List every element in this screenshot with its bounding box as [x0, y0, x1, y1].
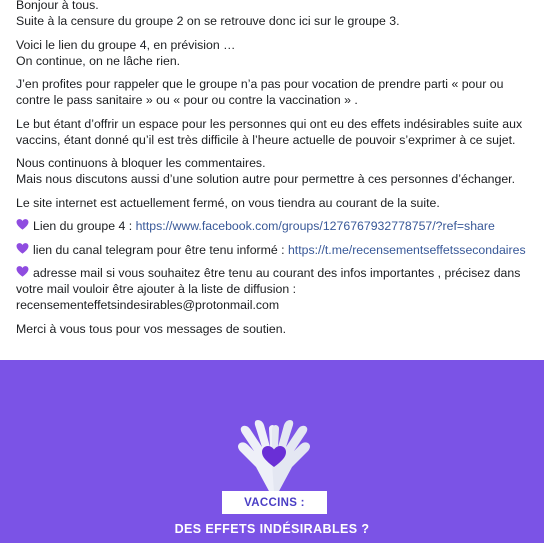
link-intro-line: Voici le lien du groupe 4, en prévision … [16, 37, 236, 52]
paragraph-telegram [16, 242, 538, 258]
hands-heart-logo-icon [218, 415, 330, 499]
paragraph-mail [16, 265, 538, 313]
image-subtitle: DES EFFETS INDÉSIRABLES ? [174, 522, 370, 536]
paragraph-vocation: J’en profites pour rappeler que le groupe n’a pas pour vocation de prendre parti « pour ou contre le pass sanitaire » ou « pour ou contre la vaccination » . [16, 77, 504, 107]
purple-heart-icon [16, 218, 30, 231]
paragraph-comments [16, 155, 538, 187]
paragraph-link-intro [16, 37, 538, 69]
paragraph-greeting [16, 0, 538, 29]
purple-heart-icon [16, 242, 30, 255]
mail-text: adresse mail si vous souhaitez être tenu au courant des infos importantes , précisez dans votre mail vouloir être ajouter à la liste de diffusion : [16, 266, 521, 296]
comments-line: Nous continuons à bloquer les commentaires. [16, 156, 266, 170]
image-title-box [222, 491, 327, 514]
paragraph-group-link [16, 218, 538, 234]
telegram-label: lien du canal telegram pour être tenu informé : [33, 242, 288, 257]
post-text [16, 0, 538, 344]
image-title: VACCINS : [244, 496, 305, 509]
facebook-group-link[interactable]: https://www.facebook.com/groups/1276767932778757/?ref=share [135, 219, 495, 233]
continue-line: On continue, on ne lâche rien. [16, 53, 181, 68]
greeting-line: Bonjour à tous. [16, 0, 99, 12]
group-link-label: Lien du groupe 4 : [33, 219, 136, 233]
paragraph-website: Le site internet est actuellement fermé, on vous tiendra au courant de la suite. [16, 195, 440, 210]
paragraph-goal: Le but étant d’offrir un espace pour les personnes qui ont eu des effets indésirables suite aux vaccins, étant donné qu’il est très difficile à l’heure actuelle de pouvoir s’exprimer à ce sujet. [16, 116, 523, 147]
post-image[interactable] [0, 360, 544, 543]
discussion-line: Mais nous discutons aussi d’une solution autre pour permettre à ces personnes d’échanger. [16, 172, 516, 186]
paragraph-closing: Merci à vous tous pour vos messages de soutien. [16, 321, 286, 336]
purple-heart-icon [16, 265, 30, 278]
censure-line: Suite à la censure du groupe 2 on se retrouve donc ici sur le groupe 3. [16, 14, 400, 28]
mail-address: recensementeffetsindesirables@protonmail.com [16, 298, 280, 312]
telegram-channel-link[interactable]: https://t.me/recensementseffetssecondaires [287, 242, 526, 257]
